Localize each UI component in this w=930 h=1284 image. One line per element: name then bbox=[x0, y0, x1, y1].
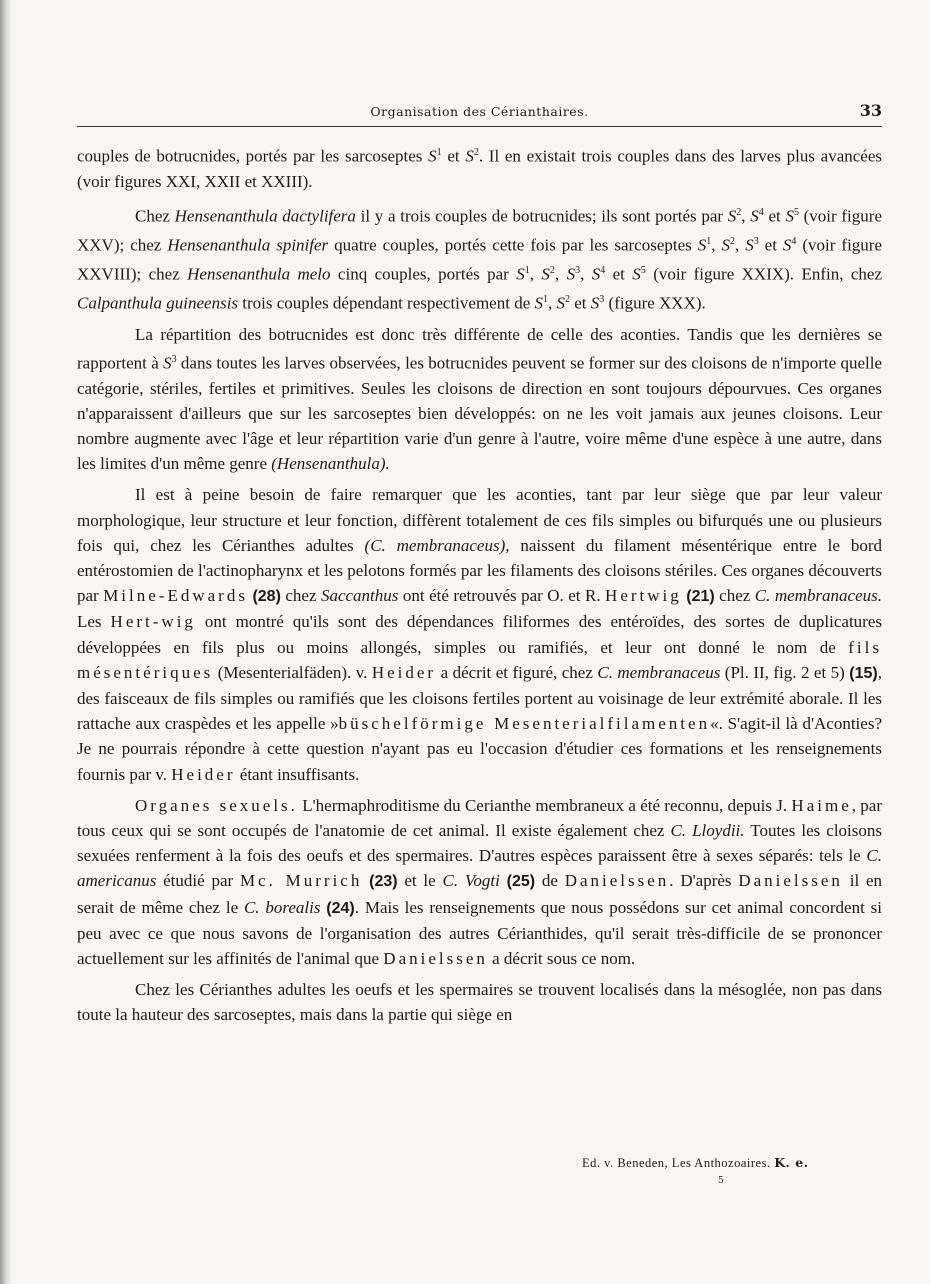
paragraph bbox=[77, 977, 882, 1027]
text-run: S bbox=[591, 264, 601, 284]
signature-mark: K. e. bbox=[774, 1155, 809, 1170]
text-run: Heider bbox=[171, 764, 236, 784]
text-run: C. membranaceus bbox=[597, 662, 721, 682]
text-run: chez bbox=[280, 586, 321, 606]
text-run: S bbox=[556, 293, 565, 313]
text-run: Il est à peine besoin de faire remarquer que les aconties, tant par leur siège que par leur valeur morphologique, leur structure et leur fonction, diffèrent totalement de ces fils simples ou bifurqués une ou plusieurs fois qui, chez les Cérianthes adultes bbox=[77, 485, 882, 555]
text-run: étudié par bbox=[156, 871, 240, 891]
text-run: Haime bbox=[791, 795, 852, 815]
paragraph bbox=[77, 140, 882, 194]
text-run: 3 bbox=[575, 264, 581, 276]
text-run: Saccanthus bbox=[320, 586, 399, 606]
text-run: S bbox=[785, 206, 794, 226]
text-run: Hert-wig bbox=[110, 612, 196, 632]
text-run bbox=[500, 871, 507, 890]
text-run: et bbox=[763, 206, 786, 226]
text-run: S bbox=[465, 146, 474, 166]
running-header bbox=[77, 101, 882, 127]
text-run: et bbox=[758, 235, 783, 255]
text-run: Heider bbox=[371, 662, 437, 682]
text-run: S bbox=[750, 206, 759, 226]
text-run: S bbox=[727, 206, 737, 226]
text-run: Danielssen bbox=[564, 871, 670, 891]
text-run: , bbox=[711, 235, 722, 255]
text-run: L'hermaphroditisme du Cerianthe membraneux a été reconnu, depuis J. bbox=[297, 795, 792, 815]
text-run: «. S'agit-il là d'Aconties? Je ne pourrais répondre à cette question n'ayant pas eu l'occasion d'étudier ces formations et les renseignements fournis par v. bbox=[77, 714, 882, 784]
text-run: S bbox=[534, 293, 543, 313]
text-run: , par tous ceux qui se sont occupés de l'anatomie de cet animal. Il existe également chez bbox=[77, 795, 882, 841]
text-run: 5 bbox=[640, 264, 646, 276]
text-run: ont été retrouvés par O. et R. bbox=[398, 586, 606, 606]
text-run: 1 bbox=[524, 264, 530, 276]
text-run: , bbox=[741, 206, 751, 226]
text-run: 4 bbox=[600, 264, 606, 276]
text-run: cinq couples, portés par bbox=[330, 264, 517, 284]
text-run: S bbox=[632, 264, 641, 284]
text-run: , bbox=[734, 235, 746, 255]
text-run: (C. membranaceus), bbox=[364, 535, 510, 555]
text-run: 1 bbox=[706, 235, 712, 247]
text-run: Danielssen bbox=[738, 871, 843, 891]
text-run: 4 bbox=[791, 235, 797, 247]
text-run: il en serait de même chez le bbox=[77, 871, 883, 917]
text-run: quatre couples, portés cette fois par les sarcoseptes bbox=[328, 235, 698, 255]
text-run: Hensenanthula melo bbox=[187, 264, 331, 284]
text-run: (figure XXX). bbox=[604, 293, 706, 313]
text-run: , bbox=[548, 293, 557, 313]
text-run: 4 bbox=[758, 207, 764, 219]
text-run: il y a trois couples de botrucnides; ils sont portés par bbox=[355, 206, 728, 226]
body-text bbox=[77, 140, 882, 1034]
text-run: Hensenanthula spinifer bbox=[167, 235, 329, 255]
paragraph bbox=[77, 482, 882, 786]
text-run: Danielssen bbox=[383, 949, 488, 969]
text-run: . Mais les renseignements que nous possédons sur cet animal concordent si peu avec ce que nous savons de l'organisation des autres Cérianthides, qu'il serait très-difficile de se prononcer actuellement sur les affinités de l'animal que bbox=[77, 897, 882, 969]
text-run: (Pl. II, fig. 2 et 5) bbox=[720, 662, 850, 682]
text-run: et le bbox=[397, 871, 443, 891]
sheet-number: 5 bbox=[718, 1176, 724, 1186]
page-number: 33 bbox=[859, 101, 882, 120]
text-run: S bbox=[428, 146, 437, 166]
text-run: 3 bbox=[753, 235, 759, 247]
text-run: (Mesenterialfäden). v. bbox=[213, 662, 372, 682]
text-run: Mc. Murrich bbox=[239, 871, 363, 891]
text-run: de bbox=[535, 871, 565, 891]
text-run: Chez bbox=[135, 206, 175, 226]
text-run: Hensenanthula dactylifera bbox=[174, 206, 356, 226]
footer-signature bbox=[582, 1155, 809, 1171]
paragraph bbox=[77, 793, 882, 971]
text-run: naissent du filament mésentérique entre le bord entérostomien de l'actinopharynx et les pelotons formés par les filaments des cloisons stériles. Ces organes découverts par bbox=[77, 535, 882, 606]
text-run: C. borealis bbox=[243, 897, 321, 917]
text-run: (24) bbox=[326, 899, 355, 917]
text-run: , bbox=[529, 264, 542, 284]
text-run: (Hensenanthula). bbox=[271, 454, 390, 474]
text-run: S bbox=[721, 235, 730, 255]
text-run: (voir figure XXV); chez bbox=[77, 206, 882, 255]
text-run: S bbox=[516, 264, 525, 284]
paragraph bbox=[77, 200, 882, 315]
text-run: étant insuffisants. bbox=[235, 764, 360, 784]
text-run: S bbox=[590, 293, 600, 313]
text-run: 5 bbox=[793, 207, 799, 219]
text-run: 2 bbox=[736, 207, 742, 219]
text-run: büschelförmige Mesenterialfilamenten bbox=[338, 714, 711, 734]
text-run: ont montré qu'ils sont des dépendances filiformes des entéroïdes, des sortes de duplicatures développées en fils plus ou moins allongés, simples ou ramifiés, et leur ont donné le nom de bbox=[77, 612, 882, 657]
text-run: et bbox=[605, 264, 633, 284]
text-run: Toutes les cloisons sexuées renferment à la fois des oeufs et des spermaires. D'autres espèces paraissent être à sexes séparés: tels le bbox=[77, 821, 883, 866]
text-run: (21) bbox=[686, 588, 715, 606]
header-title: Organisation des Cérianthaires. bbox=[370, 104, 589, 119]
text-run: 2 bbox=[565, 293, 570, 305]
text-run: dans toutes les larves observées, les botrucnides peuvent se former sur des cloisons de n'importe quelle catégorie, stériles, fertiles et primitives. Seules les cloisons de direction en sont toujours dépourvues. Ces organes n'apparaissent d'ailleurs que sur les sarcoseptes bien développés: on ne les voit jamais aux jeunes cloisons. Leur nombre augmente avec l'âge et leur répartition varie d'un genre à l'autre, voire même d'une espèce à une autre, dans les limites d'un même genre bbox=[77, 353, 883, 474]
text-run: . D'après bbox=[669, 871, 739, 891]
text-run: et bbox=[441, 146, 466, 166]
text-run: (23) bbox=[369, 873, 398, 891]
text-run: S bbox=[566, 264, 576, 284]
text-run: (25) bbox=[506, 873, 536, 891]
text-run: Les bbox=[77, 612, 111, 632]
text-run: 1 bbox=[543, 293, 548, 305]
text-run: C. Vogti bbox=[442, 871, 500, 891]
text-run: C. membranaceus. bbox=[754, 586, 883, 606]
text-run: , bbox=[554, 264, 567, 284]
text-run: S bbox=[782, 235, 792, 255]
text-run: 1 bbox=[436, 147, 442, 158]
page-edge-shadow bbox=[0, 0, 12, 1284]
text-run: Milne-Edwards bbox=[103, 586, 248, 606]
text-run: 3 bbox=[171, 353, 177, 365]
text-run: Chez les Cérianthes adultes les oeufs et les spermaires se trouvent localisés dans la mésoglée, non pas dans toute la hauteur des sarcoseptes, mais dans la partie qui siège en bbox=[77, 980, 882, 1025]
text-run: fils mésentériques bbox=[77, 637, 882, 682]
text-run: Organes sexuels. bbox=[135, 795, 298, 815]
text-run: a décrit et figuré, chez bbox=[436, 662, 598, 682]
text-run: a décrit sous ce nom. bbox=[487, 949, 636, 969]
text-run: . Il en existait trois couples dans des larves plus avancées (voir figures XXI, XXII et XXIII). bbox=[77, 146, 882, 191]
text-run: (15) bbox=[849, 664, 878, 682]
text-run: 2 bbox=[473, 147, 479, 158]
text-run: , des faisceaux de fils simples ou ramifiés que les cloisons fertiles portent au voisinage de leur extrémité aborale. Il les rattache aux craspèdes et les appelle » bbox=[77, 662, 882, 734]
text-run: Hertwig bbox=[605, 586, 682, 606]
text-run: Calpanthula guineensis bbox=[77, 293, 239, 313]
text-run: La répartition des botrucnides est donc très différente de celle des aconties. Tandis que les dernières se rapportent à bbox=[77, 324, 882, 373]
text-run: , bbox=[580, 264, 592, 284]
text-run: (voir figure XXVIII); chez bbox=[77, 235, 883, 284]
text-run: et bbox=[570, 293, 591, 313]
text-run: 3 bbox=[599, 293, 605, 305]
text-run: chez bbox=[714, 586, 755, 606]
text-run: (28) bbox=[252, 588, 281, 606]
text-run: (voir figure XXIX). Enfin, chez bbox=[645, 264, 883, 284]
text-run: S bbox=[541, 264, 550, 284]
text-run: C. Lloydii. bbox=[670, 821, 745, 841]
text-run: S bbox=[745, 235, 754, 255]
text-run: trois couples dépendant respectivement de bbox=[238, 293, 535, 313]
text-run: 2 bbox=[549, 264, 555, 276]
text-run: S bbox=[697, 235, 707, 255]
text-run: couples de botrucnides, portés par les sarcoseptes bbox=[77, 146, 429, 166]
signature-text: Ed. v. Beneden, Les Anthozoaires. bbox=[582, 1156, 771, 1170]
text-run: S bbox=[163, 353, 172, 373]
text-run: C. americanus bbox=[77, 846, 882, 891]
text-run: 2 bbox=[729, 235, 735, 247]
paragraph bbox=[77, 322, 882, 477]
